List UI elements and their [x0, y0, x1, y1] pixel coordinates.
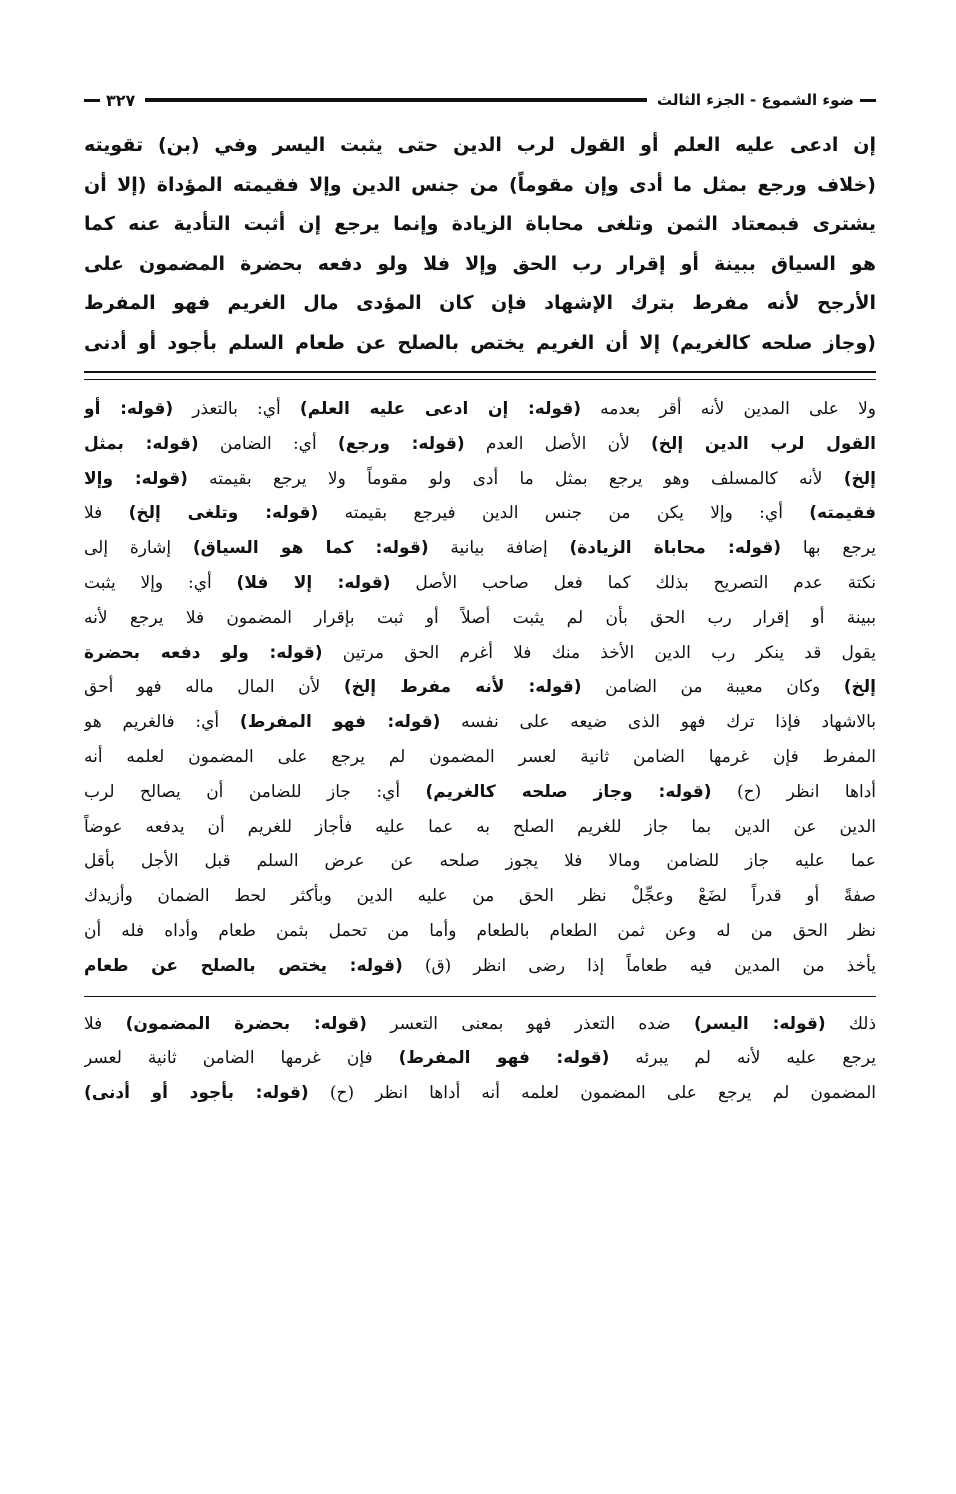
commentary-text: عما عليه جاز للضامن ومالا فلا يجوز صلحه عن عرض السلم قبل الأجل بأقل: [84, 851, 876, 872]
commentary-text: إشارة إلى: [84, 538, 193, 559]
header-dash-right: [860, 99, 876, 102]
matn-line: الأرجح لأنه مفرط بترك الإشهاد فإن كان المؤدى مال الغريم فهو المفرط: [84, 292, 876, 314]
quoted-phrase: (قوله: ورجع): [337, 433, 465, 454]
commentary-text: نظر الحق من له وعن ثمن الطعام بالطعام وأما من تحمل بثمن طعام وأداه فله أن: [84, 920, 876, 941]
sharh-line: [84, 775, 876, 810]
commentary-text: المفرط فإن غرمها الضامن ثانية لعسر المضمون لم يرجع على المضمون لعلمه أنه: [84, 746, 876, 767]
commentary-text: الدين عن الدين بما جاز للغريم الصلح به عما عليه فأجاز للغريم أن يدفعه عوضاً: [84, 816, 876, 837]
commentary-text: بالاشهاد فإذا ترك فهو الذى ضيعه على نفسه: [440, 712, 876, 733]
quoted-phrase: (قوله: يختص بالصلح عن طعام: [84, 955, 403, 976]
sharh-line: [84, 740, 876, 775]
commentary-text: أي: وإلا يثبت: [84, 572, 237, 593]
sharh-line: [84, 670, 876, 705]
quoted-phrase: (قوله: بأجود أو أدنى): [84, 1083, 309, 1104]
sharh-line: [84, 392, 876, 427]
commentary-text: يأخذ من المدين فيه طعاماً إذا رضى انظر (ق): [402, 955, 876, 976]
sharh-line: [84, 844, 876, 879]
commentary-text: يرجع بها: [781, 538, 876, 559]
commentary-text: فلا: [84, 503, 129, 524]
quoted-phrase: (قوله: فهو المفرط): [239, 712, 441, 733]
sharh-line: [84, 496, 876, 531]
hashiya-line: [84, 1007, 876, 1042]
commentary-text: لأنه كالمسلف وهو يرجع بمثل ما أدى ولو مقوماً ولا يرجع بقيمته: [187, 468, 844, 489]
commentary-text: يرجع عليه لأنه لم يبرئه: [609, 1048, 876, 1069]
commentary-text: يقول قد ينكر رب الدين الأخذ منك فلا أغرم الحق مرتين: [322, 642, 876, 663]
header-dash-left: [84, 99, 100, 102]
commentary-text: وكان معيبة من الضامن: [581, 677, 844, 698]
hashiya-line: [84, 1076, 876, 1111]
commentary-text: أداها انظر (ح): [711, 781, 876, 802]
quoted-phrase: (قوله: وتلغى إلخ): [128, 503, 319, 524]
sharh-line: [84, 879, 876, 914]
quoted-phrase: (قوله: أو: [84, 399, 174, 419]
sharh-line: [84, 462, 876, 497]
page: [84, 86, 876, 1111]
quoted-phrase: (قوله: إن ادعى عليه العلم): [299, 399, 582, 419]
commentary-text: ضده التعذر فهو بمعنى التعسر: [366, 1013, 694, 1034]
commentary-text: لأن الأصل العدم: [464, 433, 651, 454]
commentary-text: أي: جاز للضامن أن يصالح لرب: [84, 781, 426, 802]
running-title-text: ضوء الشموع - الجزء الثالث: [656, 91, 854, 109]
quoted-phrase: (قوله: اليسر): [693, 1013, 826, 1034]
matn-line: (وجاز صلحه كالغريم) إلا أن الغريم يختص بالصلح عن طعام السلم بأجود أو أدنى: [84, 331, 876, 354]
commentary-text: أي: الضامن: [198, 433, 338, 454]
commentary-text: أي: بالتعذر: [173, 399, 300, 419]
page-number-text: ٣٢٧: [106, 90, 136, 110]
quoted-phrase: (قوله: ولو دفعه بحضرة: [84, 642, 323, 663]
commentary-text: صفةً أو قدراً لضَعْ وعجِّلْ نظر الحق من عليه الدين وبأكثر لحط الضمان وأزيدك: [84, 886, 876, 907]
quoted-phrase: (قوله: محاباة الزيادة): [569, 538, 782, 559]
sharh-line: [84, 601, 876, 636]
page-header: [84, 86, 876, 114]
sharh-line: [84, 810, 876, 845]
sharh-line: [84, 427, 876, 462]
quoted-phrase: (قوله: كما هو السياق): [192, 538, 429, 559]
quoted-phrase: (قوله: فهو المفرط): [398, 1048, 610, 1069]
commentary-text: فلا: [84, 1013, 126, 1034]
sharh-line: [84, 566, 876, 601]
quoted-phrase: إلخ): [843, 677, 876, 698]
sharh-line: [84, 636, 876, 671]
hashiya-notes: [84, 1007, 876, 1111]
header-rule: [145, 98, 647, 102]
quoted-phrase: (قوله: إلا فلا): [236, 572, 391, 593]
running-title: [647, 91, 876, 109]
commentary-text: إضافة بيانية: [428, 538, 570, 559]
matn-line: (خلاف ورجع بمثل ما أدى وإن مقوماً) من جنس الدين وإلا فقيمته المؤداة (إلا أن: [84, 173, 876, 196]
commentary-text: ببينة أو إقرار رب الحق بأن لم يثبت أصلاً أو ثبت بإقرار المضمون فلا يرجع لأنه: [84, 607, 876, 628]
quoted-phrase: فقيمته): [809, 503, 876, 524]
section-divider: [84, 371, 876, 380]
sharh-line: [84, 531, 876, 566]
sharh-line: [84, 705, 876, 740]
matn-line: يشترى فبمعتاد الثمن وتلغى محاباة الزيادة وإنما يرجع إن أثبت التأدية عنه كما: [84, 213, 876, 235]
quoted-phrase: القول لرب الدين إلخ): [650, 433, 876, 454]
sharh-commentary: [84, 392, 876, 984]
commentary-text: لأن المال ماله فهو أحق: [84, 677, 344, 698]
commentary-text: أي: وإلا يكن من جنس الدين فيرجع بقيمته: [318, 503, 810, 524]
quoted-phrase: (قوله: بحضرة المضمون): [125, 1013, 367, 1034]
quoted-phrase: إلخ): [843, 468, 876, 489]
page-number: [84, 91, 145, 110]
commentary-text: نكتة عدم التصريح بذلك كما فعل صاحب الأصل: [390, 572, 876, 593]
commentary-text: فإن غرمها الضامن ثانية لعسر: [84, 1048, 399, 1069]
commentary-text: ذلك: [825, 1013, 876, 1034]
commentary-text: أي: فالغريم هو: [84, 712, 240, 733]
quoted-phrase: (قوله: وجاز صلحه كالغريم): [425, 781, 712, 802]
sharh-line: [84, 949, 876, 984]
hashiya-line: [84, 1041, 876, 1076]
matn-line: هو السياق ببينة أو إقرار رب الحق وإلا فلا ولو دفعه بحضرة المضمون على: [84, 252, 876, 275]
commentary-text: ولا على المدين لأنه أقر بعدمه: [581, 399, 876, 419]
quoted-phrase: (قوله: بمثل: [84, 433, 199, 454]
commentary-text: المضمون لم يرجع على المضمون لعلمه أنه أداها انظر (ح): [308, 1083, 876, 1104]
footnote-divider: [84, 996, 876, 997]
matn-line: إن ادعى عليه العلم أو القول لرب الدين حتى يثبت اليسر وفي (بن) تقويته: [84, 134, 876, 156]
quoted-phrase: (قوله: لأنه مفرط إلخ): [343, 677, 582, 698]
matn-text: [84, 126, 876, 363]
quoted-phrase: (قوله: وإلا: [84, 468, 188, 489]
sharh-line: [84, 914, 876, 949]
